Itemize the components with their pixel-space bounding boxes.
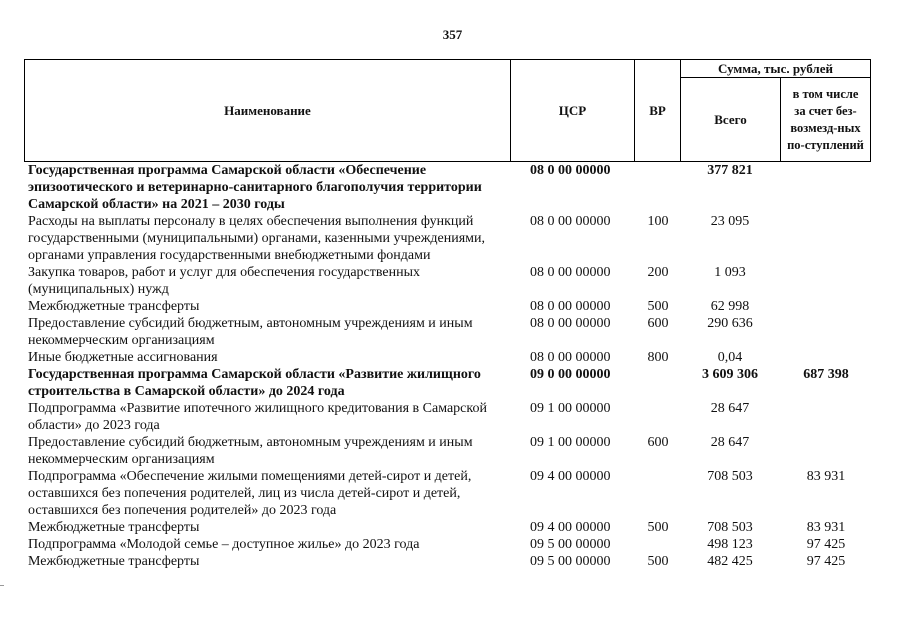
row-total: 23 095 — [710, 214, 750, 229]
table-row — [0, 162, 905, 213]
table-row — [0, 434, 905, 468]
table-header — [24, 59, 871, 162]
row-csr: 08 0 00 00000 — [530, 316, 611, 331]
row-name: Межбюджетные трансферты — [28, 554, 200, 569]
row-free: 687 398 — [803, 367, 849, 382]
row-total: 0,04 — [717, 350, 743, 365]
row-vr: 800 — [647, 350, 669, 365]
row-vr: 100 — [647, 214, 669, 229]
table-row — [0, 298, 905, 315]
margin-mark — [0, 585, 4, 586]
row-total: 3 609 306 — [702, 367, 758, 382]
row-total: 28 647 — [710, 435, 750, 450]
page-number: 357 — [442, 27, 463, 42]
row-name: Межбюджетные трансферты — [28, 520, 200, 535]
table-row — [0, 400, 905, 434]
header-free — [781, 78, 871, 162]
table-row — [0, 536, 905, 553]
header-csr: ЦСР — [511, 60, 635, 162]
row-name: Предоставление субсидий бюджетным, автономным учреждениям и иным некоммерческим организациям — [28, 316, 473, 348]
row-csr: 08 0 00 00000 — [530, 350, 611, 365]
row-name: Государственная программа Самарской области «Обеспечение эпизоотического и ветеринарно-санитарного благополучия территории Самарской области» на 2021 – 2030 годы — [28, 163, 482, 212]
row-free: 97 425 — [806, 554, 846, 569]
table-row — [0, 519, 905, 536]
table-row — [0, 468, 905, 519]
row-total: 28 647 — [710, 401, 750, 416]
row-total: 377 821 — [707, 163, 753, 178]
row-free: 83 931 — [806, 520, 846, 535]
row-csr: 08 0 00 00000 — [530, 299, 611, 314]
header-name: Наименование — [25, 60, 511, 162]
row-csr: 09 1 00 00000 — [530, 401, 611, 416]
row-csr: 09 1 00 00000 — [530, 435, 611, 450]
row-total: 482 425 — [707, 554, 753, 569]
table-row — [0, 264, 905, 298]
row-vr: 500 — [647, 554, 669, 569]
table-row — [0, 553, 905, 570]
row-vr: 200 — [647, 265, 669, 280]
header-vr: ВР — [635, 60, 681, 162]
row-name: Межбюджетные трансферты — [28, 299, 200, 314]
row-csr: 09 5 00 00000 — [530, 554, 611, 569]
row-name: Государственная программа Самарской области «Развитие жилищного строительства в Самарской области» до 2024 года — [28, 367, 481, 399]
row-free: 83 931 — [806, 469, 846, 484]
row-name: Расходы на выплаты персоналу в целях обеспечения выполнения функций государственными (муниципальными) органами, казенными учреждениями, органами управления государственными внебюджетными фондами — [28, 214, 485, 263]
table-row — [0, 349, 905, 366]
row-free: 97 425 — [806, 537, 846, 552]
row-csr: 09 4 00 00000 — [530, 469, 611, 484]
header-free-text: в том числе за счет без-возмезд-ных по-ступлений — [787, 86, 864, 152]
row-csr: 09 5 00 00000 — [530, 537, 611, 552]
row-name: Подпрограмма «Обеспечение жилыми помещениями детей-сирот и детей, оставшихся без попечения родителей, лиц из числа детей-сирот и детей, оставшихся без попечения родителей» до 2023 года — [28, 469, 472, 518]
row-csr: 08 0 00 00000 — [530, 265, 611, 280]
row-total: 498 123 — [707, 537, 753, 552]
row-vr: 500 — [647, 299, 669, 314]
header-sum: Сумма, тыс. рублей — [681, 60, 871, 78]
row-name: Подпрограмма «Молодой семье – доступное жилье» до 2023 года — [28, 537, 420, 552]
row-csr: 08 0 00 00000 — [530, 214, 611, 229]
table-row — [0, 366, 905, 400]
table-row — [0, 315, 905, 349]
row-total: 290 636 — [707, 316, 753, 331]
header-total: Всего — [681, 78, 781, 162]
row-vr: 600 — [647, 316, 669, 331]
row-total: 708 503 — [707, 520, 753, 535]
row-vr: 600 — [647, 435, 669, 450]
row-name: Предоставление субсидий бюджетным, автономным учреждениям и иным некоммерческим организациям — [28, 435, 473, 467]
row-csr: 08 0 00 00000 — [530, 163, 611, 178]
row-vr: 500 — [647, 520, 669, 535]
row-total: 62 998 — [710, 299, 750, 314]
row-name: Закупка товаров, работ и услуг для обеспечения государственных (муниципальных) нужд — [28, 265, 421, 297]
row-csr: 09 0 00 00000 — [530, 367, 611, 382]
row-total: 1 093 — [714, 265, 746, 280]
row-total: 708 503 — [707, 469, 753, 484]
row-csr: 09 4 00 00000 — [530, 520, 611, 535]
row-name: Подпрограмма «Развитие ипотечного жилищного кредитования в Самарской области» до 2023 года — [28, 401, 487, 433]
row-name: Иные бюджетные ассигнования — [28, 350, 218, 365]
table-row — [0, 213, 905, 264]
table-body — [0, 162, 905, 570]
